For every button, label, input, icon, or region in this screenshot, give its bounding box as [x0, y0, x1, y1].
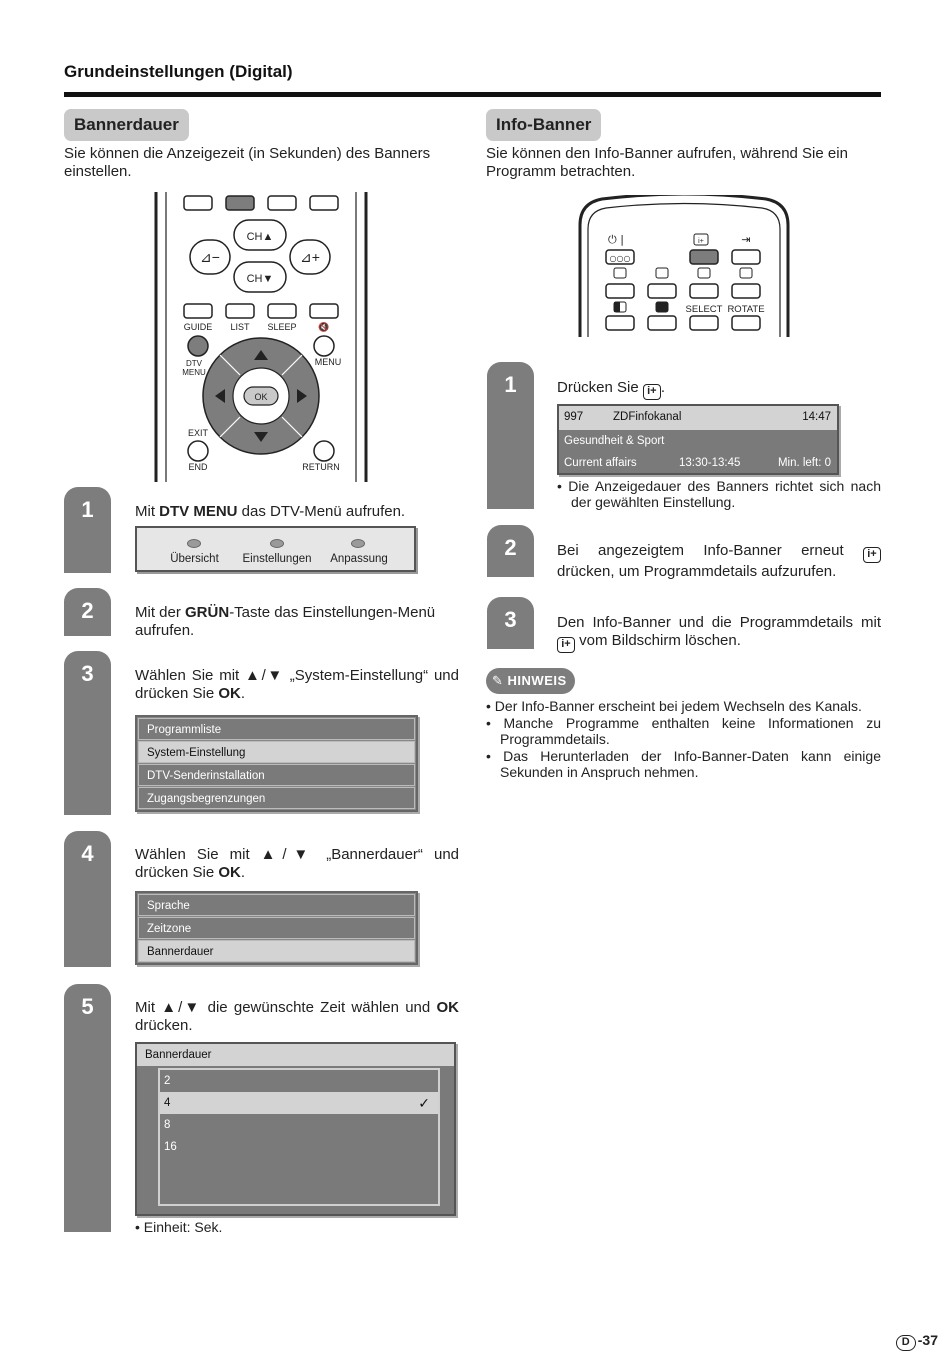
step-number: 1 — [504, 372, 517, 397]
menu-label: MENU — [314, 357, 342, 367]
remote-button[interactable] — [732, 284, 760, 298]
mute-button[interactable] — [310, 304, 338, 318]
menu-item-selected[interactable]: System-Einstellung — [138, 741, 415, 763]
input-icon: ⇥ — [741, 233, 751, 246]
menu-item[interactable]: Zeitzone — [138, 917, 415, 939]
remote-top-illustration — [576, 195, 792, 337]
info-plus-icon: i+ — [643, 384, 661, 400]
svg-text:i+: i+ — [698, 238, 704, 245]
step-instruction: Mit ▲/▼ die gewünschte Zeit wählen und OK drücken. — [135, 999, 459, 1034]
info-banner-preview — [557, 404, 839, 475]
step-marker — [64, 831, 111, 967]
duration-option-selected[interactable]: 4 ✓ — [160, 1092, 438, 1114]
remote-button[interactable] — [606, 284, 634, 298]
menu-tab-adjustment[interactable]: Anpassung — [330, 553, 388, 565]
step-instruction: Mit DTV MENU das DTV-Menü aufrufen. — [135, 503, 406, 520]
guide-label: GUIDE — [183, 322, 213, 332]
svg-text:○○○: ○○○ — [609, 254, 631, 263]
system-menu-list — [135, 715, 418, 812]
step-marker — [487, 362, 534, 509]
step-number: 5 — [81, 994, 94, 1019]
checkmark-icon: ✓ — [418, 1095, 430, 1111]
minutes-left: Min. left: 0 — [777, 457, 831, 469]
remote-button[interactable] — [606, 316, 634, 330]
section-heading-info-banner: Info-Banner — [486, 109, 601, 141]
step-marker — [64, 588, 111, 636]
remote-button[interactable] — [648, 284, 676, 298]
step-instruction: Drücken Sie i+ . — [557, 379, 881, 400]
menu-item[interactable]: Zugangsbegrenzungen — [138, 787, 415, 809]
program-slot: 13:30-13:45 — [679, 457, 741, 469]
color-key-green[interactable] — [226, 196, 254, 210]
exit-button[interactable] — [188, 441, 208, 461]
info-plus-icon: i+ — [863, 547, 881, 563]
end-label: END — [188, 462, 208, 472]
teletext-icon — [614, 268, 626, 278]
freeze-icon — [656, 302, 668, 312]
duration-option[interactable]: 2 — [164, 1075, 171, 1087]
color-key-blue[interactable] — [310, 196, 338, 210]
sleep-button[interactable] — [268, 304, 296, 318]
dialog-title: Bannerdauer — [137, 1044, 454, 1066]
remote-control-illustration — [150, 190, 372, 482]
rotate-label: ROTATE — [727, 304, 765, 315]
menu-item-selected[interactable]: Bannerdauer — [138, 940, 415, 962]
dtv-menu-bar — [135, 526, 416, 572]
system-setting-menu-list — [135, 891, 418, 965]
menu-tab-settings[interactable]: Einstellungen — [242, 553, 312, 565]
step-instruction: Bei angezeigtem Info-Banner erneut i+ drücken, um Programmdetails aufzurufen. — [557, 542, 881, 581]
vol-minus-label: ⊿− — [200, 249, 220, 265]
red-key-icon — [187, 539, 201, 548]
page-number: D -37 — [896, 1332, 938, 1351]
unit-note: • Einheit: Sek. — [135, 1219, 223, 1235]
guide-button[interactable] — [184, 304, 212, 318]
duration-options — [158, 1068, 440, 1206]
current-time: 14:47 — [802, 411, 831, 423]
info-plus-icon: i+ — [557, 637, 575, 653]
return-button[interactable] — [314, 441, 334, 461]
step-number: 1 — [81, 497, 94, 522]
program-title: Current affairs — [564, 457, 637, 469]
subpage-icon — [698, 268, 710, 278]
remote-button[interactable] — [648, 316, 676, 330]
dtv-menu-label: MENU — [182, 368, 206, 377]
color-key-yellow[interactable] — [268, 196, 296, 210]
dtv-label: DTV — [186, 359, 202, 368]
step-number: 2 — [81, 598, 94, 623]
banner-duration-dialog — [135, 1042, 456, 1216]
language-badge: D — [896, 1335, 916, 1351]
note-item: • Manche Programme enthalten keine Informationen zu Programmdetails. — [486, 715, 881, 747]
channel-name: ZDFinfokanal — [613, 411, 682, 423]
menu-item[interactable]: Sprache — [138, 894, 415, 916]
step-marker — [64, 651, 111, 815]
step-marker — [487, 525, 534, 577]
remote-button[interactable] — [690, 284, 718, 298]
note-label: ✎ HINWEIS — [486, 668, 575, 694]
step1-note: • Die Anzeigedauer des Banners richtet sich nach der gewählten Einstellung. — [557, 478, 881, 510]
list-button[interactable] — [226, 304, 254, 318]
select-button[interactable] — [690, 316, 718, 330]
return-label: RETURN — [302, 462, 340, 472]
ch-up-label: CH▲ — [246, 231, 274, 243]
page-title: Grundeinstellungen (Digital) — [64, 62, 293, 81]
step-instruction: Mit der GRÜN-Taste das Einstellungen-Menü aufrufen. — [135, 604, 436, 639]
sleep-label: SLEEP — [267, 322, 297, 332]
color-key-red[interactable] — [184, 196, 212, 210]
step-marker — [64, 487, 111, 573]
note-list — [486, 698, 881, 780]
info-banner-button[interactable] — [690, 250, 718, 264]
section-heading-bannerdauer: Bannerdauer — [64, 109, 189, 141]
input-button[interactable] — [732, 250, 760, 264]
vol-plus-label: ⊿+ — [300, 249, 320, 265]
note-item: • Der Info-Banner erscheint bei jedem Wechseln des Kanals. — [486, 698, 862, 714]
mute-icon: 🔇 — [318, 323, 330, 333]
menu-tab-overview[interactable]: Übersicht — [170, 553, 219, 565]
step-number: 3 — [81, 661, 94, 686]
channel-number: 997 — [564, 411, 584, 423]
step-number: 2 — [504, 535, 517, 560]
dtv-menu-button[interactable] — [188, 336, 208, 356]
section-intro-bannerdauer: Sie können die Anzeigezeit (in Sekunden) des Banners einstellen. — [64, 145, 431, 180]
index-icon — [740, 268, 752, 278]
title-rule — [64, 92, 881, 97]
note-item: • Das Herunterladen der Info-Banner-Daten kann einige Sekunden in Anspruch nehmen. — [486, 748, 881, 780]
step-instruction: Wählen Sie mit ▲/▼ „System-Einstellung“ und drücken Sie OK. — [135, 667, 459, 702]
pencil-icon: ✎ — [492, 673, 504, 688]
program-genre: Gesundheit & Sport — [564, 435, 665, 447]
green-key-icon — [270, 539, 284, 548]
menu-item[interactable]: Programmliste — [138, 718, 415, 740]
ch-down-label: CH▼ — [246, 273, 274, 285]
select-label: SELECT — [685, 304, 723, 315]
duration-option[interactable]: 8 — [164, 1119, 171, 1131]
list-label: LIST — [230, 322, 250, 332]
step-instruction: Wählen Sie mit ▲/▼ „Bannerdauer“ und drücken Sie OK. — [135, 846, 459, 881]
menu-button[interactable] — [314, 336, 334, 356]
step-marker — [487, 597, 534, 649]
power-icon: ⏻ | — [608, 233, 624, 246]
yellow-key-icon — [351, 539, 365, 548]
step-number: 3 — [504, 607, 517, 632]
menu-item[interactable]: DTV-Senderinstallation — [138, 764, 415, 786]
step-marker — [64, 984, 111, 1232]
banner-header-row — [559, 406, 837, 430]
ok-label: OK — [254, 392, 268, 402]
section-intro-info-banner: Sie können den Info-Banner aufrufen, während Sie ein Programm betrachten. — [486, 145, 848, 180]
rotate-button[interactable] — [732, 316, 760, 330]
exit-label: EXIT — [187, 428, 209, 438]
reveal-icon — [656, 268, 668, 278]
step-instruction: Den Info-Banner und die Programmdetails mit i+ vom Bildschirm löschen. — [557, 614, 881, 653]
duration-option[interactable]: 16 — [164, 1141, 177, 1153]
step-number: 4 — [81, 841, 94, 866]
